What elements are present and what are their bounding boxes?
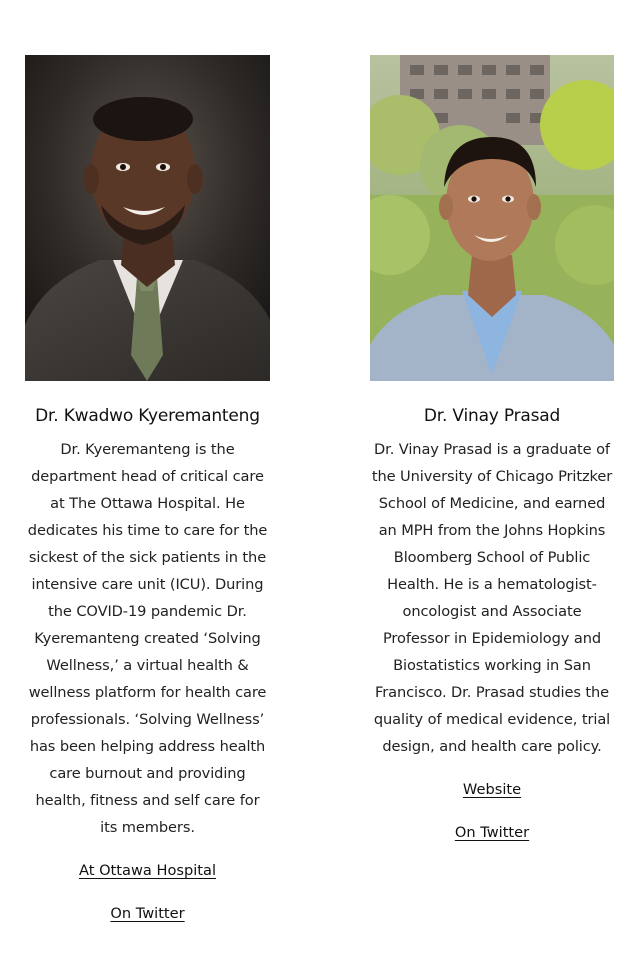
- portrait-photo: [25, 55, 270, 381]
- portrait-image: [370, 55, 614, 381]
- speaker-name: Dr. Kwadwo Kyeremanteng: [35, 406, 260, 426]
- speaker-links: [25, 857, 270, 927]
- twitter-link[interactable]: On Twitter: [454, 824, 530, 841]
- speaker-bio: Dr. Kyeremanteng is the department head of critical care at The Ottawa Hospital. He dedicates his time to care for the sickest of the sick patients in the intensive care unit (ICU). During the COVID-19 pandemic Dr. Kyeremanteng created ‘Solving Wellness,’ a virtual health & wellness platform for health care professionals. ‘Solving Wellness’ has been helping address health care burnout and providing health, fitness and self care for its members.: [27, 441, 268, 836]
- twitter-link[interactable]: On Twitter: [110, 905, 185, 922]
- speaker-name: Dr. Vinay Prasad: [423, 406, 561, 426]
- website-link[interactable]: Website: [462, 781, 522, 798]
- speaker-card-kyeremanteng: [25, 55, 270, 943]
- portrait-image: [25, 55, 270, 381]
- portrait-photo: [370, 55, 614, 381]
- speaker-links: [370, 776, 614, 846]
- ottawa-hospital-link[interactable]: At Ottawa Hospital: [78, 862, 217, 879]
- speaker-card-prasad: [370, 55, 614, 862]
- speaker-bio: Dr. Vinay Prasad is a graduate of the University of Chicago Pritzker School of Medicine, and earned an MPH from the Johns Hopkins Bloomberg School of Public Health. He is a hematologist-oncologist and Associate Professor in Epidemiology and Biostatistics working in San Francisco. Dr. Prasad studies the quality of medical evidence, trial design, and health care policy.: [371, 441, 613, 755]
